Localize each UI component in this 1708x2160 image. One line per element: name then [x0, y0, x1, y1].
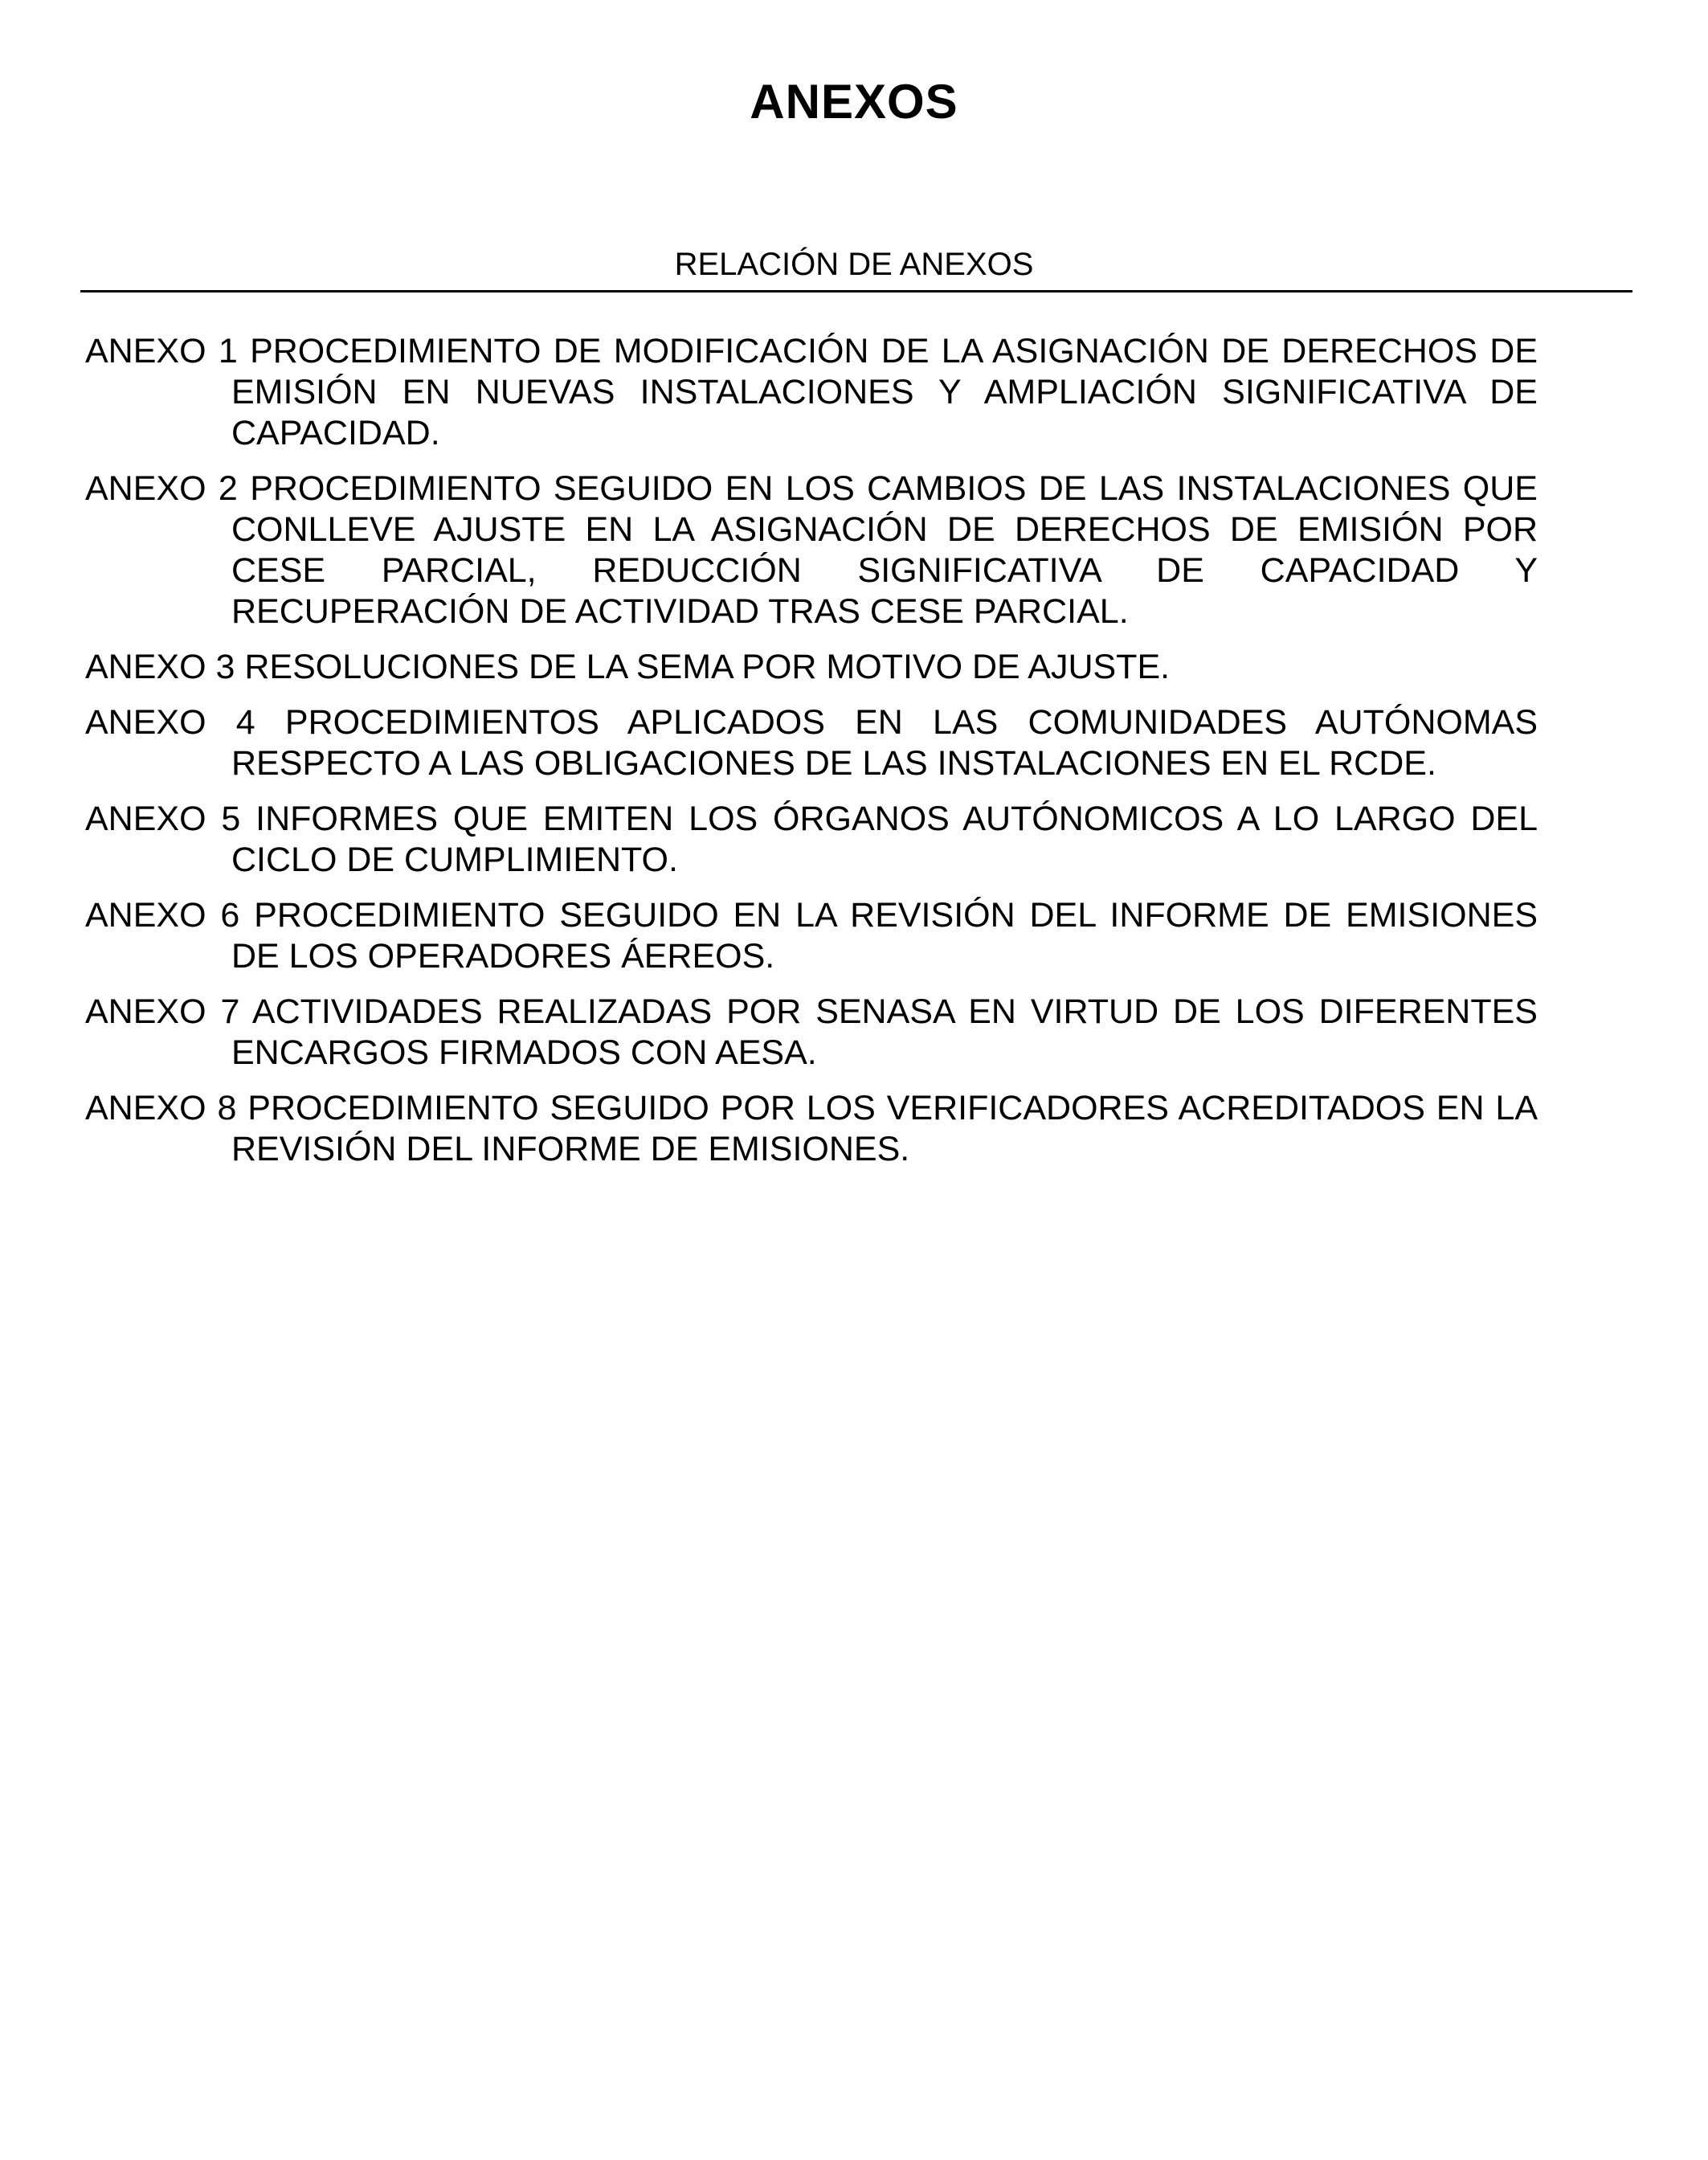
annex-description: INFORMES QUE EMITEN LOS ÓRGANOS AUTÓNOMICOS A LO LARGO DEL CICLO DE CUMPLIMIENTO. — [231, 800, 1538, 879]
annex-description: ACTIVIDADES REALIZADAS POR SENASA EN VIRTUD DE LOS DIFERENTES ENCARGOS FIRMADOS CON AESA. — [231, 992, 1538, 1072]
annex-item-4 — [85, 702, 1538, 784]
annex-item-8 — [85, 1088, 1538, 1170]
page-title: ANEXOS — [750, 75, 958, 129]
annex-description: PROCEDIMIENTO SEGUIDO EN LOS CAMBIOS DE LAS INSTALACIONES QUE CONLLEVE AJUSTE EN LA ASIGNACIÓN DE DERECHOS DE EMISIÓN POR CESE PARCIAL, REDUCCIÓN SIGNIFICATIVA DE CAPACIDAD Y RECUPERACIÓN DE ACTIVIDAD TRAS CESE PARCIAL. — [231, 469, 1538, 631]
annex-item-2 — [85, 468, 1538, 632]
annex-description: PROCEDIMIENTO SEGUIDO EN LA REVISIÓN DEL INFORME DE EMISIONES DE LOS OPERADORES ÁEREOS. — [231, 896, 1538, 976]
annex-number: ANEXO 4 — [85, 703, 255, 742]
annex-number: ANEXO 5 — [85, 800, 241, 838]
annex-number: ANEXO 2 — [85, 469, 238, 508]
section-title: RELACIÓN DE ANEXOS — [674, 247, 1034, 282]
annex-number: ANEXO 3 — [85, 648, 235, 686]
annex-number: ANEXO 1 — [85, 332, 238, 370]
annex-description: PROCEDIMIENTO SEGUIDO POR LOS VERIFICADORES ACREDITADOS EN LA REVISIÓN DEL INFORME DE EMISIONES. — [231, 1089, 1538, 1168]
annex-item-6 — [85, 895, 1538, 977]
annex-description: PROCEDIMIENTOS APLICADOS EN LAS COMUNIDADES AUTÓNOMAS RESPECTO A LAS OBLIGACIONES DE LAS INSTALACIONES EN EL RCDE. — [231, 703, 1538, 783]
annex-item-3 — [85, 647, 1538, 688]
annex-list — [85, 331, 1538, 1184]
annex-number: ANEXO 8 — [85, 1089, 237, 1127]
section-divider — [80, 290, 1632, 292]
annex-item-5 — [85, 799, 1538, 881]
annex-description: RESOLUCIONES DE LA SEMA POR MOTIVO DE AJUSTE. — [244, 648, 1171, 686]
annex-item-7 — [85, 992, 1538, 1074]
annex-number: ANEXO 7 — [85, 992, 240, 1031]
annex-description: PROCEDIMIENTO DE MODIFICACIÓN DE LA ASIGNACIÓN DE DERECHOS DE EMISIÓN EN NUEVAS INSTALACIONES Y AMPLIACIÓN SIGNIFICATIVA DE CAPACIDAD. — [231, 332, 1538, 452]
annex-number: ANEXO 6 — [85, 896, 240, 935]
annex-item-1 — [85, 331, 1538, 454]
